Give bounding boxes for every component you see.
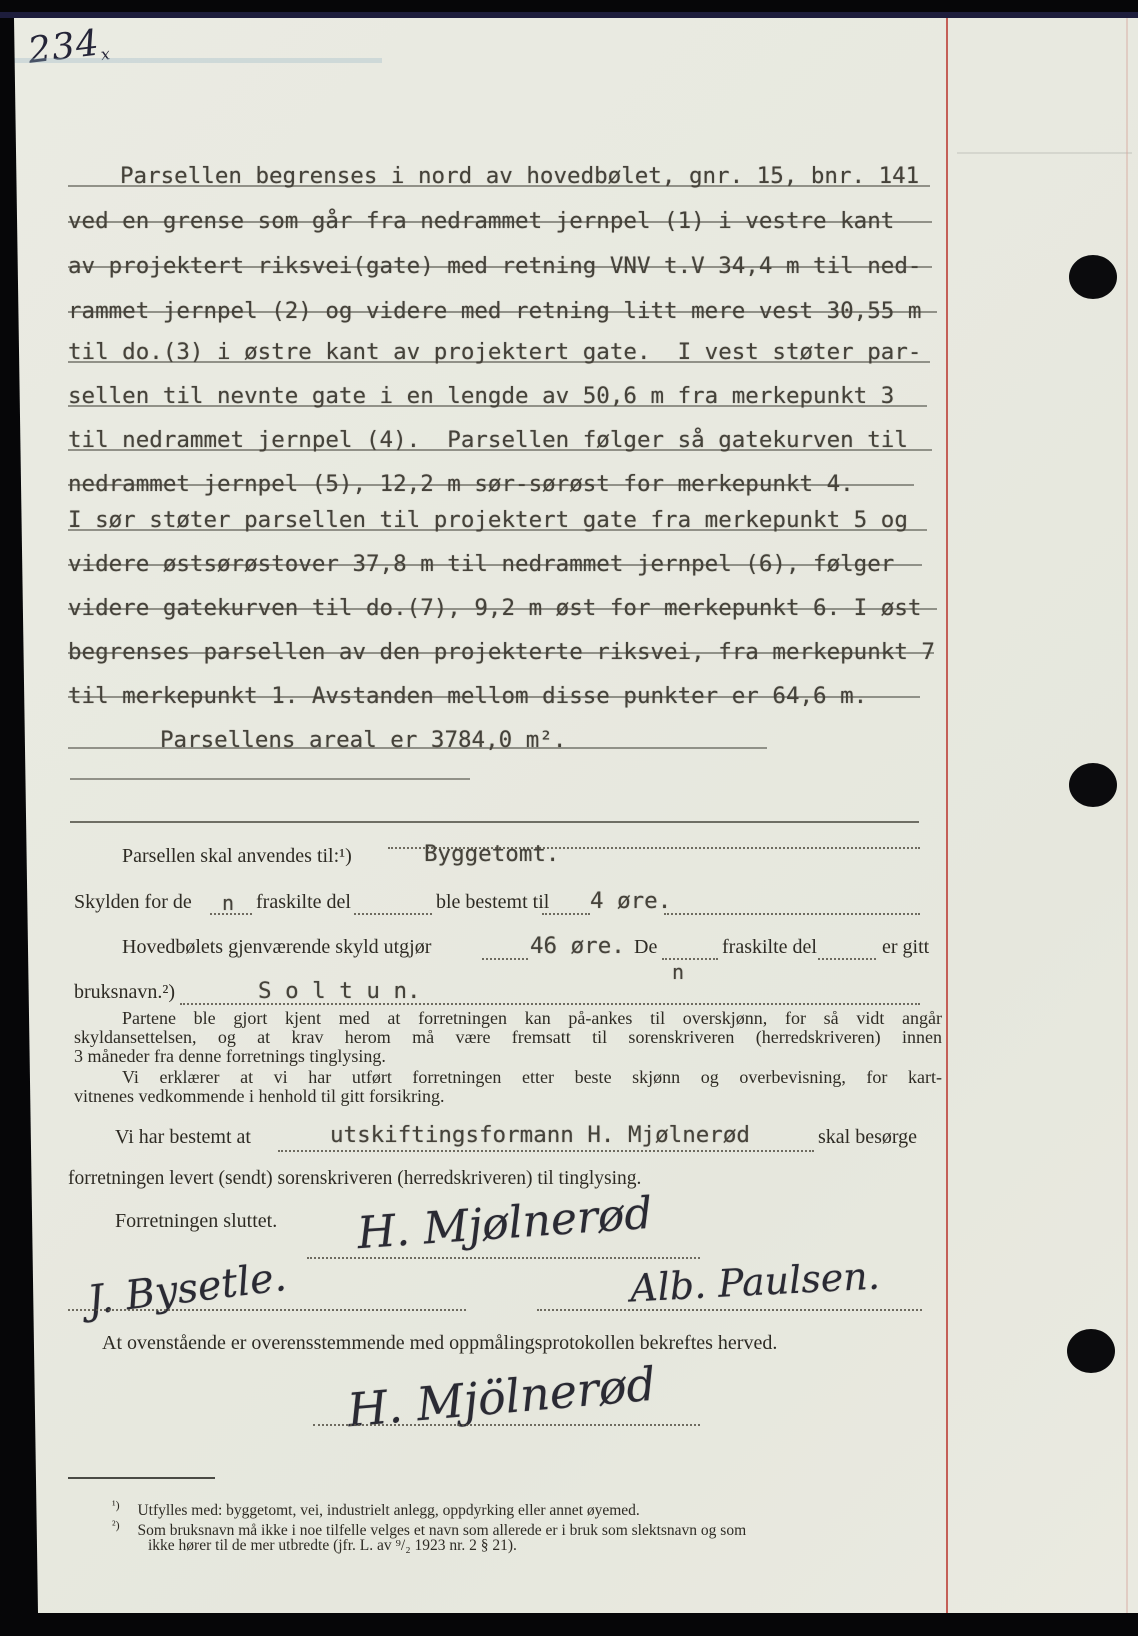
- form-label-ergitt: er gitt: [882, 936, 930, 958]
- paragraph-declaration-line: Vi erklærer at vi har utført forretningen etter beste skjønn og overbevisning, for kart-: [122, 1067, 942, 1087]
- form-label-hovedbolet: Hovedbølets gjenværende skyld utgjør: [122, 936, 432, 958]
- form-value-utskiftingsformann: utskiftingsformann H. Mjølnerød: [330, 1122, 750, 1148]
- typed-line: av projektert riksvei(gate) med retning VNV t.V 34,4 m til ned-: [68, 253, 922, 279]
- paragraph-declaration-line: vitnenes vedkommende i henhold til gitt forsikring.: [74, 1086, 445, 1106]
- signature-line: [537, 1309, 922, 1311]
- form-line-delivery: forretningen levert (sendt) sorenskriveren (herredskriveren) til tinglysing.: [68, 1168, 642, 1189]
- typed-line: sellen til nevnte gate i en lengde av 50,6 m fra merkepunkt 3: [68, 383, 895, 409]
- form-label-bestemt: ble bestemt til: [436, 891, 550, 913]
- typed-line: I sør støter parsellen til projektert gate fra merkepunkt 5 og: [68, 507, 908, 533]
- fill-line: [354, 913, 432, 915]
- typed-line-area: Parsellens areal er 3784,0 m².: [160, 727, 567, 753]
- form-fill-n: n: [672, 960, 685, 984]
- handwritten-page-number: [26, 21, 112, 73]
- signature-witness-left: J. Bysetle.: [84, 1253, 289, 1325]
- footnote-1-text: Utfylles med: byggetomt, vei, industrielt anlegg, oppdyrking eller annet øyemed.: [137, 1502, 640, 1519]
- page-number-flourish: x: [99, 44, 113, 65]
- form-label-besorge: skal besørge: [818, 1126, 918, 1148]
- section-rule: [70, 821, 919, 823]
- typed-line: videre gatekurven til do.(7), 9,2 m øst for merkepunkt 6. I øst: [68, 595, 922, 621]
- footnote-2-marker: ²): [112, 1518, 120, 1532]
- form-label-skylden: Skylden for de: [74, 891, 192, 913]
- form-label-bestemt-at: Vi har bestemt at: [115, 1126, 251, 1148]
- form-label-fraskilte-2: fraskilte del: [722, 936, 817, 958]
- footnote-separator: [68, 1477, 215, 1479]
- scan-shadow-left-edge: [12, 18, 38, 1613]
- form-label-usage: Parsellen skal anvendes til:¹): [122, 845, 352, 867]
- typed-line: begrenses parsellen av den projekterte riksvei, fra merkepunkt 7: [68, 639, 935, 665]
- confirmation-statement: At ovenstående er overensstemmende med oppmålingsprotokollen bekreftes herved.: [102, 1332, 778, 1354]
- scan-artifact-band: [12, 58, 382, 63]
- typed-line: ved en grense som går fra nedrammet jernpel (1) i vestre kant: [68, 208, 895, 234]
- signature-line: [307, 1257, 700, 1259]
- fill-line: [542, 913, 590, 915]
- form-fill-n: n: [222, 891, 235, 915]
- form-label-fraskilte: fraskilte del: [256, 891, 351, 913]
- fill-line: [482, 958, 528, 960]
- form-label-de: De: [634, 936, 658, 958]
- typed-line: nedrammet jernpel (5), 12,2 m sør-sørøst for merkepunkt 4.: [68, 471, 854, 497]
- form-label-bruksnavn: bruksnavn.²): [74, 981, 175, 1003]
- typed-line: Parsellen begrenses i nord av hovedbølet, gnr. 15, bnr. 141: [120, 163, 920, 189]
- scan-bottom-edge: [0, 1613, 1138, 1636]
- paragraph-appeal-line: skyldansettelsen, og at krav herom må være fremsatt til sorenskriveren (herredskriveren) innen: [74, 1027, 942, 1047]
- paragraph-appeal-line: Partene ble gjort kjent med at forretningen kan på-ankes til overskjønn, for så vidt angår: [122, 1008, 942, 1028]
- fill-line: [818, 958, 876, 960]
- typed-line: til merkepunkt 1. Avstanden mellom disse punkter er 64,6 m.: [68, 683, 868, 709]
- fill-line: [278, 1150, 814, 1152]
- scan-artifact-line: [957, 152, 1132, 154]
- typed-line: til do.(3) i østre kant av projektert gate. I vest støter par-: [68, 339, 922, 365]
- footnote-1-marker: ¹): [112, 1498, 120, 1512]
- signature-line: [313, 1424, 700, 1426]
- punch-hole: [1069, 763, 1117, 807]
- paper-sheet: [12, 18, 1138, 1613]
- scan-top-edge: [0, 12, 1138, 18]
- ruled-line-partial: [70, 778, 470, 780]
- form-value-usage: Byggetomt.: [424, 841, 560, 867]
- signature-surveyor: H. Mjølnerød: [355, 1187, 655, 1260]
- form-value-bruksnavn: S o l t u n.: [258, 978, 421, 1004]
- typed-line: videre østsørøstover 37,8 m til nedrammet jernpel (6), følger: [68, 551, 895, 577]
- paper-edge-line: [1126, 18, 1128, 1613]
- punch-hole: [1069, 255, 1117, 299]
- punch-hole: [1067, 1329, 1115, 1373]
- form-value-skyld: 4 øre.: [590, 888, 672, 914]
- footnote-2-text: Som bruksnavn må ikke i noe tilfelle velges et navn som allerede er i bruk som slektsnavn og som: [137, 1522, 747, 1539]
- typed-line: til nedrammet jernpel (4). Parsellen følger så gatekurven til: [68, 427, 908, 453]
- signature-witness-right: Alb. Paulsen.: [629, 1253, 881, 1311]
- red-margin-line: [946, 18, 948, 1613]
- signature-line: [68, 1309, 466, 1311]
- footnote-2-line2: ikke hører til de mer utbredte (jfr. L. av ⁹/₂ 1923 nr. 2 § 21).: [148, 1537, 517, 1554]
- typed-line: rammet jernpel (2) og videre med retning litt mere vest 30,55 m: [68, 298, 922, 324]
- signature-surveyor-confirmation: H. Mjölnerød: [345, 1356, 658, 1438]
- fill-line: [664, 913, 920, 915]
- page-number-text: 234: [25, 22, 102, 72]
- form-line-closed: Forretningen sluttet.: [115, 1210, 278, 1232]
- paragraph-appeal-line: 3 måneder fra denne forretnings tinglysing.: [74, 1046, 386, 1066]
- form-value-gjenvaerende: 46 øre.: [530, 933, 625, 959]
